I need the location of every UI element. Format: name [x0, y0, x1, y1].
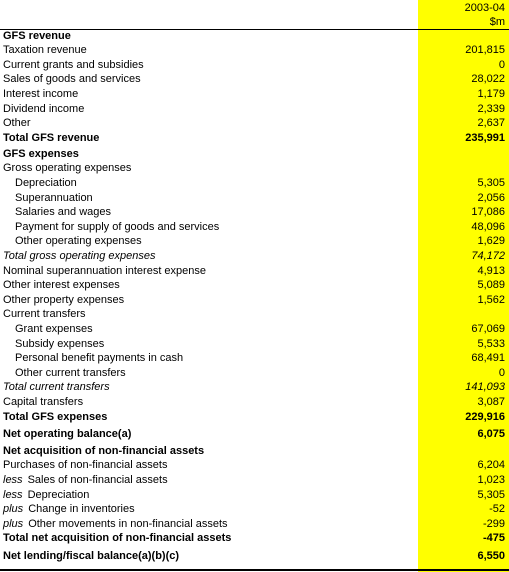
row-label-text: Salaries and wages [15, 206, 112, 219]
row-label-text: Current transfers [3, 308, 86, 321]
row-value: 0 [498, 58, 505, 71]
row-label [3, 427, 131, 442]
table-row [0, 337, 509, 352]
row-label [3, 161, 131, 176]
row-value: 2,056 [477, 191, 505, 204]
table-row [0, 43, 509, 58]
row-label [3, 278, 120, 293]
table-row [0, 205, 509, 220]
row-label-text: GFS expenses [3, 147, 79, 160]
row-value: 1,562 [477, 293, 505, 306]
row-value: 3,087 [477, 396, 505, 408]
row-value: 1,023 [477, 474, 505, 486]
table-row [0, 473, 509, 488]
row-label-text: Sales of goods and services [3, 73, 141, 86]
row-label [3, 87, 78, 102]
row-label-text: Net operating balance(a) [3, 427, 132, 440]
row-label [3, 29, 71, 44]
row-label-text: Total current transfers [3, 381, 110, 394]
row-label [3, 116, 31, 131]
table-row [0, 293, 509, 308]
row-label [3, 549, 179, 564]
row-label [15, 191, 93, 206]
row-label-text: Subsidy expenses [15, 337, 105, 350]
row-value: 5,089 [477, 279, 505, 292]
table-row [0, 322, 509, 337]
row-value: 6,550 [477, 549, 505, 562]
row-label-text: Other movements in non-financial assets [28, 517, 228, 530]
row-value: 141,093 [465, 381, 505, 394]
row-label [3, 444, 204, 459]
row-label [3, 517, 228, 532]
row-label-text: Capital transfers [3, 396, 84, 408]
row-label-text: Net lending/fiscal balance(a)(b)(c) [3, 549, 180, 562]
table-row [0, 517, 509, 532]
row-value: 5,305 [477, 177, 505, 189]
row-prefix: less [3, 474, 23, 486]
table-row [0, 116, 509, 131]
row-label [3, 380, 110, 395]
row-label-text: Sales of non-financial assets [27, 474, 168, 486]
row-value: 0 [498, 366, 505, 379]
row-label [15, 176, 77, 191]
row-label-text: Gross operating expenses [3, 162, 132, 175]
row-label [3, 395, 83, 410]
row-label [3, 488, 89, 503]
row-label [3, 502, 135, 517]
table-row [0, 549, 509, 564]
table-row [0, 176, 509, 191]
row-label [3, 531, 231, 546]
row-label [3, 410, 107, 425]
row-label [3, 102, 84, 117]
row-label [3, 131, 99, 146]
row-label-text: Other [3, 117, 31, 130]
row-value: 28,022 [471, 73, 505, 86]
table-row [0, 488, 509, 503]
row-value: 17,086 [471, 206, 505, 219]
row-label-text: Change in inventories [28, 503, 135, 516]
table-row [0, 410, 509, 425]
row-value: 5,305 [477, 488, 505, 501]
row-label-text: Total net acquisition of non-financial assets [3, 532, 232, 545]
table-row [0, 161, 509, 176]
row-label [3, 43, 87, 58]
table-row [0, 220, 509, 235]
row-label-text: Dividend income [3, 102, 85, 115]
row-label-text: Other operating expenses [15, 235, 142, 248]
row-value: -299 [482, 517, 505, 530]
table-row [0, 29, 509, 44]
row-value: 67,069 [471, 323, 505, 335]
row-label [15, 220, 219, 235]
row-value: 5,533 [477, 337, 505, 350]
table-row [0, 147, 509, 162]
row-value: 4,913 [477, 264, 505, 277]
row-value: 68,491 [471, 352, 505, 365]
row-label-text: Payment for supply of goods and services [15, 220, 220, 233]
row-label [3, 58, 144, 73]
table-row [0, 278, 509, 293]
bottom-rule [0, 569, 509, 571]
table-row [0, 444, 509, 459]
row-label [3, 293, 124, 308]
row-value: 235,991 [465, 131, 505, 144]
row-label [3, 249, 155, 264]
row-label-text: Taxation revenue [3, 44, 87, 57]
row-prefix: less [3, 488, 23, 501]
row-value: 74,172 [471, 250, 505, 262]
row-prefix: plus [3, 517, 24, 530]
row-value: 6,204 [477, 459, 505, 472]
row-label-text: Other property expenses [3, 293, 125, 306]
row-label-text: Purchases of non-financial assets [3, 459, 168, 472]
column-unit-header: $m [489, 16, 505, 28]
row-value: 1,179 [477, 87, 505, 100]
row-label-text: Interest income [3, 87, 79, 100]
table-row [0, 234, 509, 249]
row-label [15, 234, 142, 249]
row-label-text: Total gross operating expenses [3, 250, 156, 262]
row-label [15, 205, 111, 220]
table-row [0, 249, 509, 264]
row-label-text: GFS revenue [3, 29, 71, 42]
row-value: 2,637 [477, 117, 505, 130]
row-value: 201,815 [465, 44, 505, 57]
row-value: -52 [489, 503, 505, 516]
column-year-header: 2003-04 [464, 2, 505, 14]
row-label-text: Depreciation [27, 488, 90, 501]
row-label [15, 366, 126, 381]
table-row [0, 191, 509, 206]
row-label [15, 351, 183, 366]
row-label-text: Total GFS expenses [3, 410, 108, 423]
row-value: 48,096 [471, 220, 505, 233]
table-row [0, 58, 509, 73]
row-value: 1,629 [477, 235, 505, 248]
table-row [0, 102, 509, 117]
row-prefix: plus [3, 503, 24, 516]
row-label [3, 458, 167, 473]
row-label-text: Grant expenses [15, 323, 93, 335]
row-label [15, 337, 104, 352]
row-label-text: Depreciation [15, 177, 77, 189]
row-label-text: Other interest expenses [3, 279, 120, 292]
table-row [0, 502, 509, 517]
row-value: 229,916 [465, 410, 505, 423]
row-label [3, 147, 79, 162]
table-row [0, 531, 509, 546]
row-value: -475 [482, 532, 505, 545]
row-label [3, 473, 168, 488]
table-row [0, 307, 509, 322]
row-value: 2,339 [477, 102, 505, 115]
table-row [0, 458, 509, 473]
row-label [15, 322, 93, 337]
table-row [0, 395, 509, 410]
table-row [0, 366, 509, 381]
table-row [0, 380, 509, 395]
row-label-text: Current grants and subsidies [3, 58, 144, 71]
table-row [0, 351, 509, 366]
row-label-text: Superannuation [15, 191, 93, 204]
row-label [3, 264, 206, 279]
table-row [0, 87, 509, 102]
row-label-text: Net acquisition of non-financial assets [3, 444, 205, 457]
row-label-text: Personal benefit payments in cash [15, 352, 184, 365]
row-label-text: Other current transfers [15, 366, 126, 379]
row-label [3, 72, 141, 87]
table-row [0, 427, 509, 442]
table-row [0, 264, 509, 279]
table-row [0, 131, 509, 146]
row-label-text: Total GFS revenue [3, 131, 100, 144]
row-label [3, 307, 86, 322]
row-value: 6,075 [477, 427, 505, 440]
table-row [0, 72, 509, 87]
row-label-text: Nominal superannuation interest expense [3, 264, 207, 277]
